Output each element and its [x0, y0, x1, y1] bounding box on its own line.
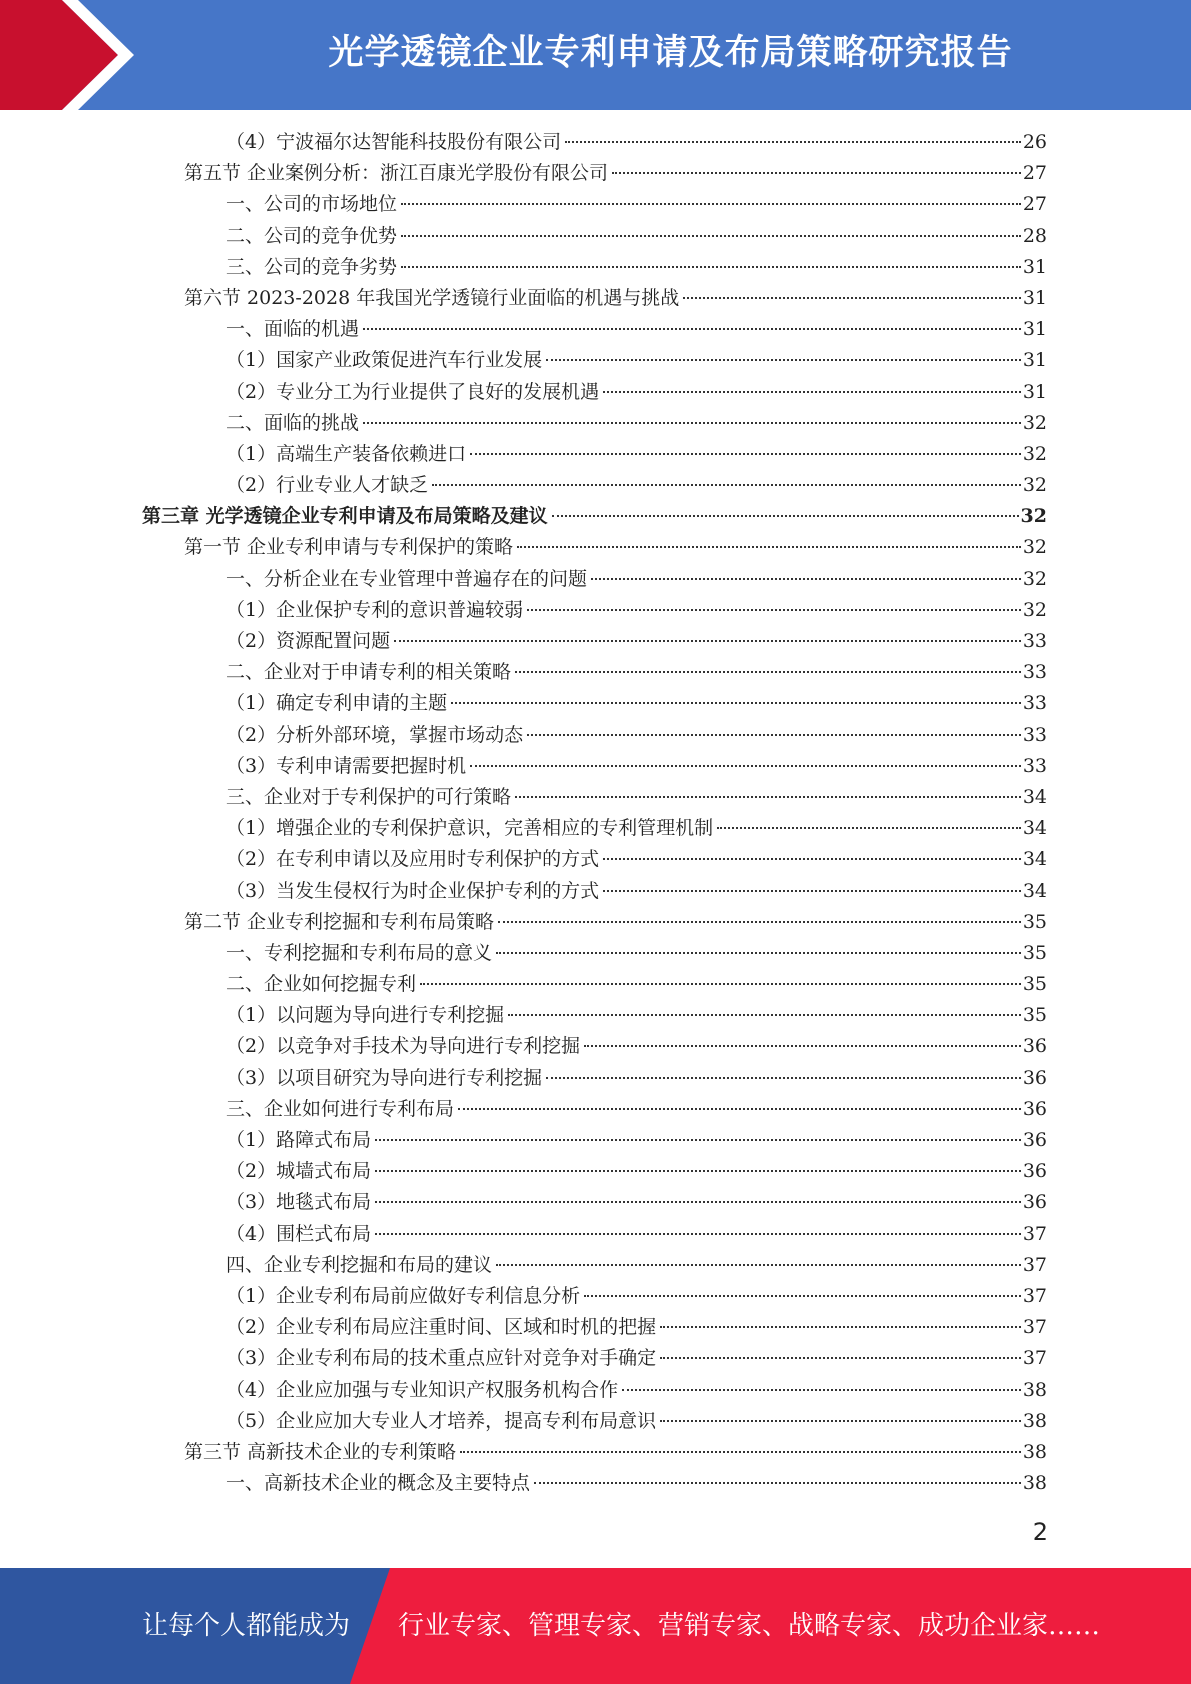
- toc-entry[interactable]: [0, 1219, 1191, 1250]
- red-arrow-decoration: [0, 0, 150, 110]
- toc-entry-page: 36: [1022, 1035, 1047, 1058]
- toc-entry[interactable]: [0, 751, 1191, 782]
- toc-entry-title: 二、企业如何挖掘专利: [226, 973, 417, 996]
- toc-entry-page: 31: [1022, 286, 1047, 309]
- toc-entry-page: 33: [1022, 630, 1047, 652]
- toc-entry[interactable]: [0, 564, 1191, 595]
- toc-entry[interactable]: [0, 1312, 1191, 1343]
- toc-entry-page: 37: [1022, 1284, 1047, 1307]
- dot-leader: [401, 266, 1021, 268]
- dot-leader: [546, 1077, 1021, 1079]
- toc-entry-title: （3）企业专利布局的技术重点应针对竞争对手确定: [226, 1347, 657, 1370]
- dot-leader: [496, 952, 1021, 954]
- dot-leader: [363, 328, 1021, 330]
- toc-entry-page: 26: [1022, 131, 1047, 153]
- toc-entry[interactable]: [0, 439, 1191, 470]
- toc-entry[interactable]: [0, 345, 1191, 376]
- dot-leader: [660, 1326, 1021, 1328]
- dot-leader: [660, 1357, 1021, 1359]
- toc-entry-title: 第二节 企业专利挖掘和专利布局策略: [184, 910, 495, 933]
- toc-entry-title: （1）国家产业政策促进汽车行业发展: [226, 349, 543, 372]
- toc-entry-page: 36: [1022, 1066, 1047, 1089]
- dot-leader: [603, 890, 1021, 892]
- toc-entry-title: 二、公司的竞争优势: [226, 224, 398, 247]
- page-header: [0, 0, 1191, 110]
- toc-entry-page: 34: [1022, 785, 1047, 808]
- toc-entry[interactable]: [0, 907, 1191, 938]
- toc-entry[interactable]: [0, 595, 1191, 626]
- toc-entry-title: 二、面临的挑战: [226, 411, 360, 434]
- toc-entry-page: 31: [1022, 380, 1047, 403]
- toc-entry[interactable]: [0, 657, 1191, 688]
- toc-entry-title: （2）以竞争对手技术为导向进行专利挖掘: [226, 1035, 581, 1058]
- toc-entry[interactable]: [0, 1250, 1191, 1281]
- toc-entry-title: （2）城墙式布局: [226, 1160, 372, 1183]
- toc-entry-page: 32: [1022, 536, 1047, 559]
- toc-entry-title: 第一节 企业专利申请与专利保护的策略: [184, 536, 514, 559]
- toc-entry-page: 32: [1022, 474, 1047, 497]
- toc-entry[interactable]: [0, 844, 1191, 875]
- dot-leader: [432, 484, 1021, 486]
- toc-entry[interactable]: [0, 876, 1191, 907]
- toc-entry[interactable]: [0, 1375, 1191, 1406]
- dot-leader: [496, 1264, 1021, 1266]
- toc-entry[interactable]: [0, 782, 1191, 813]
- toc-entry-title: （3）当发生侵权行为时企业保护专利的方式: [226, 879, 600, 902]
- toc-entry-page: 36: [1022, 1097, 1047, 1120]
- toc-entry-title: （4）企业应加强与专业知识产权服务机构合作: [226, 1378, 619, 1401]
- toc-entry-title: （3）以项目研究为导向进行专利挖掘: [226, 1066, 543, 1089]
- toc-entry-page: 32: [1022, 598, 1047, 621]
- dot-leader: [603, 858, 1021, 860]
- toc-entry[interactable]: [0, 283, 1191, 314]
- toc-entry-title: 一、专利挖掘和专利布局的意义: [226, 941, 493, 964]
- toc-entry-page: 32: [1022, 567, 1047, 590]
- toc-entry-page: 38: [1022, 1409, 1047, 1432]
- toc-entry-title: （2）企业专利布局应注重时间、区域和时机的把握: [226, 1316, 657, 1339]
- dot-leader: [527, 609, 1021, 611]
- toc-entry-title: 三、企业如何进行专利布局: [226, 1097, 455, 1120]
- toc-entry-page: 34: [1022, 848, 1047, 871]
- toc-entry-page: 35: [1022, 941, 1047, 964]
- toc-entry-title: 一、公司的市场地位: [226, 193, 398, 216]
- toc-entry-page: 37: [1022, 1253, 1047, 1276]
- dot-leader: [401, 235, 1021, 237]
- toc-entry[interactable]: [0, 1406, 1191, 1437]
- toc-entry-page: 32: [1022, 411, 1047, 434]
- toc-entry-title: （2）在专利申请以及应用时专利保护的方式: [226, 848, 600, 871]
- toc-entry[interactable]: [0, 938, 1191, 969]
- toc-entry[interactable]: [0, 1125, 1191, 1156]
- toc-entry-page: 38: [1022, 1472, 1047, 1495]
- toc-entry-title: （2）专业分工为行业提供了良好的发展机遇: [226, 380, 600, 403]
- toc-entry-page: 37: [1022, 1222, 1047, 1245]
- dot-leader: [622, 1389, 1021, 1391]
- toc-entry[interactable]: [0, 501, 1191, 532]
- toc-entry[interactable]: [0, 127, 1191, 158]
- toc-entry[interactable]: [0, 1343, 1191, 1374]
- dot-leader: [498, 921, 1021, 923]
- dot-leader: [363, 422, 1021, 424]
- dot-leader: [565, 141, 1021, 143]
- dot-leader: [683, 297, 1021, 299]
- toc-entry-page: 34: [1022, 817, 1047, 840]
- toc-entry[interactable]: [0, 1094, 1191, 1125]
- toc-entry-title: （5）企业应加大专业人才培养，提高专利布局意识: [226, 1409, 657, 1432]
- toc-entry-page: 36: [1022, 1129, 1047, 1151]
- toc-entry-title: 四、企业专利挖掘和布局的建议: [226, 1253, 493, 1276]
- toc-entry-page: 31: [1022, 318, 1047, 341]
- toc-entry-title: 二、企业对于申请专利的相关策略: [226, 661, 512, 684]
- toc-entry-page: 32: [1022, 442, 1047, 465]
- toc-entry-page: 33: [1022, 692, 1047, 715]
- dot-leader: [508, 1014, 1021, 1016]
- toc-entry-page: 32: [1020, 505, 1047, 528]
- dot-leader: [717, 827, 1021, 829]
- toc-entry[interactable]: [0, 720, 1191, 751]
- toc-entry-page: 33: [1022, 723, 1047, 746]
- dot-leader: [660, 1420, 1021, 1422]
- toc-entry[interactable]: [0, 1031, 1191, 1062]
- toc-entry-title: （2）资源配置问题: [226, 630, 391, 652]
- dot-leader: [534, 1482, 1021, 1484]
- toc-entry-page: 33: [1022, 661, 1047, 684]
- toc-entry-title: 三、企业对于专利保护的可行策略: [226, 785, 512, 808]
- toc-entry-title: 第三节 高新技术企业的专利策略: [184, 1440, 457, 1463]
- report-title: 光学透镜企业专利申请及布局策略研究报告: [328, 33, 1013, 73]
- dot-leader: [460, 1451, 1021, 1453]
- toc-entry-page: 28: [1022, 224, 1047, 247]
- toc-entry-title: 第五节 企业案例分析：浙江百康光学股份有限公司: [184, 162, 609, 185]
- dot-leader: [527, 734, 1021, 736]
- toc-entry-title: （2）行业专业人才缺乏: [226, 474, 429, 497]
- dot-leader: [612, 172, 1021, 174]
- toc-entry[interactable]: [0, 252, 1191, 283]
- toc-entry[interactable]: [0, 626, 1191, 657]
- toc-entry[interactable]: [0, 969, 1191, 1000]
- toc-entry-title: （1）确定专利申请的主题: [226, 692, 448, 715]
- dot-leader: [546, 359, 1021, 361]
- toc-entry-title: （1）企业专利布局前应做好专利信息分析: [226, 1284, 581, 1307]
- toc-entry-page: 36: [1022, 1191, 1047, 1214]
- toc-entry[interactable]: [0, 1156, 1191, 1187]
- dot-leader: [451, 702, 1021, 704]
- dot-leader: [401, 203, 1021, 205]
- dot-leader: [517, 546, 1021, 548]
- dot-leader: [591, 578, 1021, 580]
- toc-entry[interactable]: [0, 1468, 1191, 1499]
- toc-entry-title: （2）分析外部环境，掌握市场动态: [226, 723, 524, 746]
- dot-leader: [603, 391, 1021, 393]
- table-of-contents: [0, 127, 1191, 1499]
- toc-entry[interactable]: [0, 1437, 1191, 1468]
- toc-entry[interactable]: [0, 158, 1191, 189]
- toc-entry[interactable]: [0, 1000, 1191, 1031]
- toc-entry-page: 35: [1022, 1004, 1047, 1027]
- dot-leader: [515, 671, 1021, 673]
- toc-entry-title: （3）地毯式布局: [226, 1191, 372, 1214]
- page-number: 2: [1032, 1518, 1048, 1546]
- toc-entry-page: 31: [1022, 349, 1047, 372]
- dot-leader: [375, 1139, 1021, 1141]
- dot-leader: [515, 796, 1021, 798]
- dot-leader: [375, 1233, 1021, 1235]
- page-footer: [0, 1568, 1191, 1684]
- toc-entry-title: （1）高端生产装备依赖进口: [226, 442, 467, 465]
- toc-entry[interactable]: [0, 314, 1191, 345]
- dot-leader: [394, 640, 1021, 642]
- dot-leader: [584, 1045, 1021, 1047]
- toc-entry-title: 三、公司的竞争劣势: [226, 255, 398, 278]
- toc-entry-title: （4）围栏式布局: [226, 1222, 372, 1245]
- toc-entry[interactable]: [0, 221, 1191, 252]
- toc-entry-page: 34: [1022, 879, 1047, 902]
- toc-entry-title: 一、分析企业在专业管理中普遍存在的问题: [226, 567, 588, 590]
- toc-entry-title: （1）路障式布局: [226, 1129, 372, 1151]
- toc-entry-page: 27: [1022, 162, 1047, 185]
- dot-leader: [375, 1170, 1021, 1172]
- dot-leader: [552, 515, 1019, 517]
- toc-entry[interactable]: [0, 532, 1191, 563]
- toc-entry-page: 31: [1022, 255, 1047, 278]
- dot-leader: [470, 765, 1021, 767]
- toc-entry[interactable]: [0, 688, 1191, 719]
- toc-entry[interactable]: [0, 377, 1191, 408]
- toc-entry[interactable]: [0, 408, 1191, 439]
- toc-entry-title: （1）增强企业的专利保护意识，完善相应的专利管理机制: [226, 817, 714, 840]
- toc-entry-title: （3）专利申请需要把握时机: [226, 754, 467, 777]
- dot-leader: [470, 453, 1021, 455]
- dot-leader: [420, 983, 1021, 985]
- toc-entry-title: （4）宁波福尔达智能科技股份有限公司: [226, 131, 562, 153]
- toc-entry[interactable]: [0, 189, 1191, 220]
- dot-leader: [458, 1108, 1021, 1110]
- toc-entry-page: 38: [1022, 1378, 1047, 1401]
- toc-entry-page: 35: [1022, 973, 1047, 996]
- footer-slogan-right: 行业专家、管理专家、营销专家、战略专家、成功企业家……: [398, 1611, 1101, 1641]
- toc-entry-title: 第六节 2023-2028 年我国光学透镜行业面临的机遇与挑战: [184, 286, 680, 309]
- toc-entry[interactable]: [0, 813, 1191, 844]
- toc-entry-title: （1）企业保护专利的意识普遍较弱: [226, 598, 524, 621]
- toc-entry-title: 第三章 光学透镜企业专利申请及布局策略及建议: [142, 505, 548, 528]
- footer-slogan-left: 让每个人都能成为: [142, 1611, 351, 1641]
- toc-entry-page: 27: [1022, 193, 1047, 216]
- dot-leader: [584, 1295, 1021, 1297]
- toc-entry[interactable]: [0, 1281, 1191, 1312]
- toc-entry-page: 33: [1022, 754, 1047, 777]
- toc-entry-page: 37: [1022, 1347, 1047, 1370]
- toc-entry-page: 35: [1022, 910, 1047, 933]
- toc-entry[interactable]: [0, 470, 1191, 501]
- dot-leader: [375, 1201, 1021, 1203]
- toc-entry-title: 一、面临的机遇: [226, 318, 360, 341]
- toc-entry-title: 一、高新技术企业的概念及主要特点: [226, 1472, 531, 1495]
- toc-entry[interactable]: [0, 1187, 1191, 1218]
- toc-entry-page: 36: [1022, 1160, 1047, 1183]
- toc-entry-title: （1）以问题为导向进行专利挖掘: [226, 1004, 505, 1027]
- toc-entry-page: 37: [1022, 1316, 1047, 1339]
- toc-entry-page: 38: [1022, 1440, 1047, 1463]
- toc-entry[interactable]: [0, 1063, 1191, 1094]
